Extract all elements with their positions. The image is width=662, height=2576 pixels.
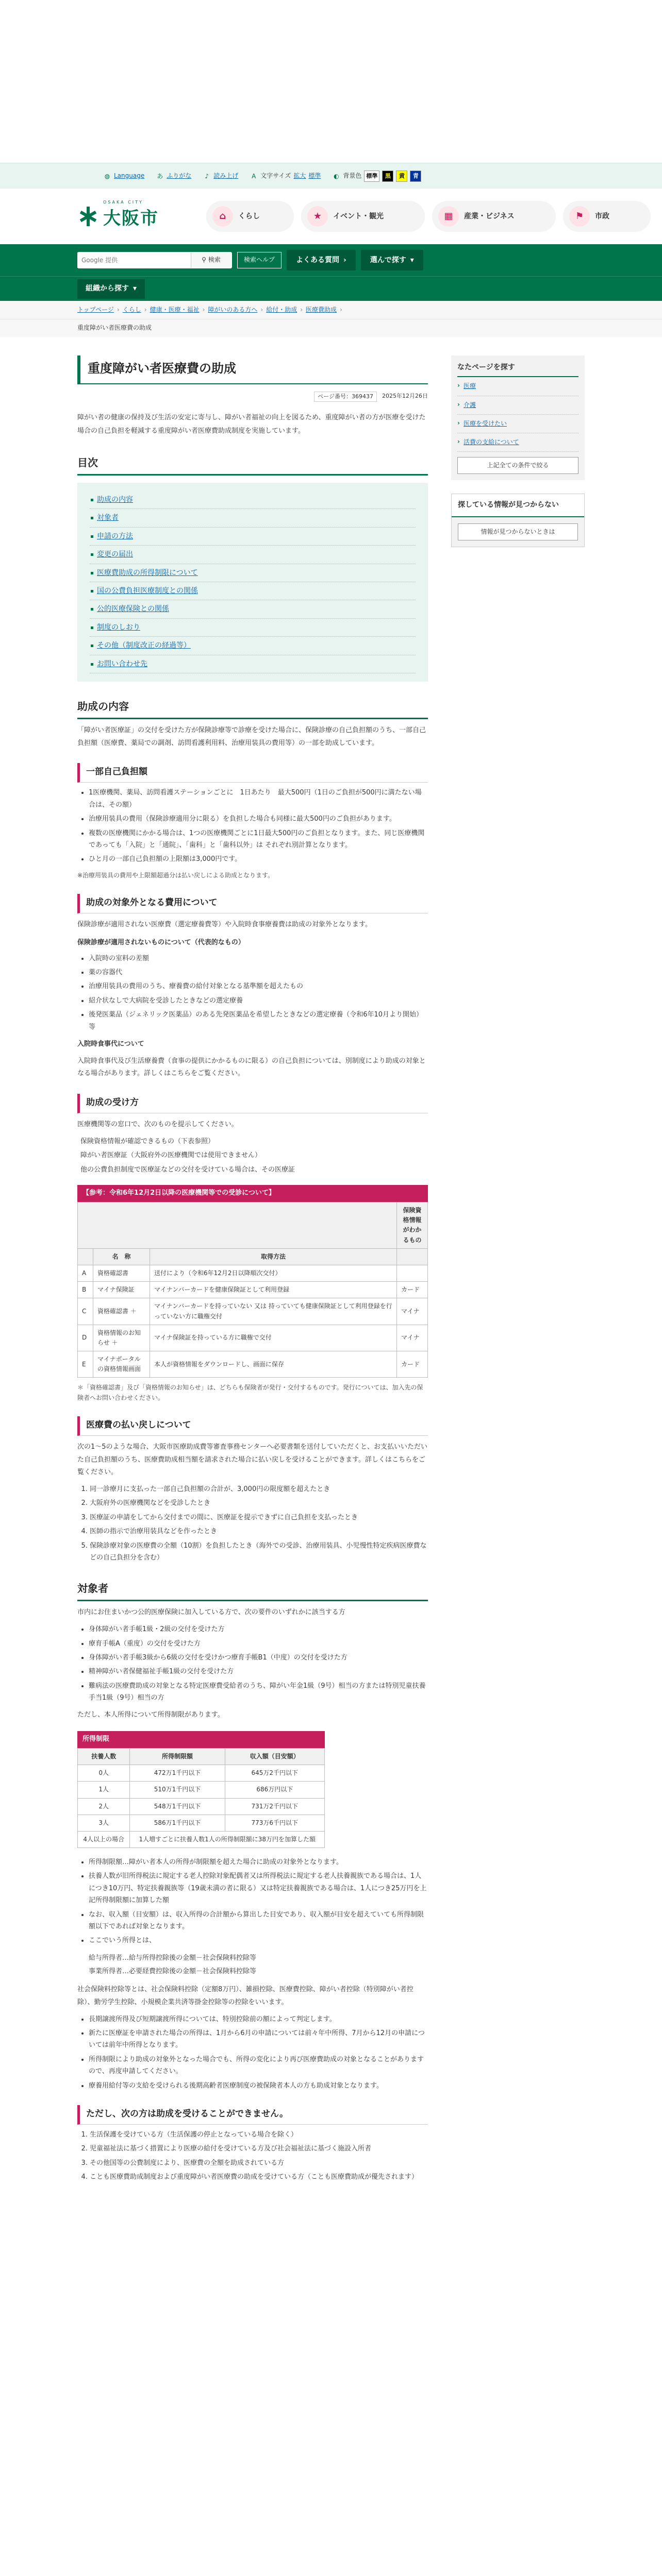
search-help-button[interactable]: 検索ヘルプ [237, 252, 282, 268]
furigana-icon: あ [157, 172, 163, 180]
list-item: • ひと月の一部自己負担額の上限額は3,000円です。 [89, 853, 428, 865]
list-item: • 薬の容器代 [89, 967, 428, 978]
table-cell: B [78, 1282, 93, 1298]
table-cell: D [78, 1325, 93, 1351]
org-bar [0, 276, 662, 301]
toc-item: お問い合わせ先 [90, 655, 416, 673]
table-header: 名 称 [93, 1248, 150, 1265]
toc-item: 助成の内容 [90, 491, 416, 509]
table-cell: 548万1千円以下 [130, 1798, 225, 1815]
bg-standard-button[interactable]: 標準 [364, 171, 379, 182]
list-item: 3. 医療証の申請をしてから交付までの間に、医療証を提示できずに自己負担を支払ったとき [90, 1512, 428, 1523]
table-caption: 所得制限 [77, 1731, 325, 1748]
list-item: 障がい者医療証（大阪府外の医療機関では使用できません） [80, 1151, 262, 1160]
list-item: • 所得制限額…障がい者本人の所得が制限額を超えた場合に助成の対象外となります。 [89, 1856, 428, 1868]
table-cell: 3人 [78, 1815, 130, 1831]
table-header: 所得制限額 [130, 1748, 225, 1765]
table-row [78, 1765, 325, 1782]
table-row [78, 1202, 428, 1249]
table-cell: 645万2千円以下 [225, 1765, 324, 1782]
toc-item: 対象者 [90, 509, 416, 527]
list-item: • 身体障がい者手帳3級から6級の交付を受けかつ療育手帳B1（中度）の交付を受けた方 [89, 1652, 428, 1664]
table-header: 保険資格情報がわかるもの [397, 1202, 428, 1249]
list-item: • 身体障がい者手帳1級・2級の交付を受けた方 [89, 1623, 428, 1635]
list-item: 5. 保険診療対象の医療費の全額（10割）を負担したとき（海外での受診、治療用装具、小児慢性特定疾病医療費などの自己負担分を含む） [90, 1540, 428, 1564]
furigana-link[interactable]: あ ふりがな [157, 172, 192, 180]
section-text: 社会保険料控除等とは、社会保険料控除（定額8万円）、雑損控除、医療費控除、障がい者控除（特別障がい者控除）、勤労学生控除、小規模企業共済等掛金控除等の控除をいいます。 [77, 1986, 413, 2006]
minor-heading: 入院時食事代について [77, 1040, 144, 1048]
search-box [77, 252, 232, 268]
table-cell: マイナンバーカードを健康保険証として利用登録 [150, 1282, 397, 1298]
toc-item: 申請の方法 [90, 528, 416, 546]
note-text: ※治療用装具の費用や上限額超過分は払い戻しによる助成となります。 [77, 871, 274, 879]
table-cell: 686万円以下 [225, 1782, 324, 1798]
list-item: 4. 医師の指示で治療用装具などを作ったとき [90, 1526, 428, 1537]
section-text: ただし、本人所得について所得制限があります。 [77, 1711, 224, 1719]
nav-event[interactable]: ★ イベント・観光 [301, 201, 425, 232]
toc-list [77, 483, 428, 682]
income-limit-table [77, 1748, 325, 1848]
related-pages-box [451, 355, 585, 480]
faq-button[interactable]: よくある質問 › [287, 250, 356, 270]
list-item: • 扶養人数が旧所得税法に規定する老人控除対象配偶者又は所得税法に規定する老人扶養親族である場合は、1人につき10万円、特定扶養親族等（19歳未満の者に限る）又は特定扶養親族である場合は、1人につき25万円を上記所得制限額に加算した額 [89, 1870, 428, 1906]
not-found-box [451, 494, 585, 547]
read-aloud-link[interactable]: ♪ 読み上げ [203, 171, 238, 181]
toc-item: 国の公費負担医療制度との関係 [90, 582, 416, 600]
list-item: • 入院時の室料の差額 [89, 953, 428, 964]
section-text: 給与所得者…給与所得控除後の金額－社会保険料控除等 [89, 1954, 257, 1962]
table-row [78, 1248, 428, 1265]
section-heading: 助成の内容 [77, 698, 428, 719]
table-cell: マイナンバーカードを持っていない 又は 持っていても健康保険証として利用登録を行っていない方に職権交付 [150, 1298, 397, 1325]
numbered-list [77, 1483, 428, 1564]
text-enlarge-button[interactable]: 拡大 [293, 172, 306, 179]
list-item: • 精神障がい者保健福祉手帳1級の交付を受けた方 [89, 1666, 428, 1677]
table-row [78, 1282, 428, 1298]
table-row [78, 1265, 428, 1281]
list-item: 1. 生活保護を受けている方（生活保護の停止となっている場合を除く） [90, 2129, 428, 2141]
bullet-list [77, 2013, 428, 2092]
sidebar-item: › 介護 [457, 396, 578, 415]
list-item: 他の公費負担制度で医療証などの交付を受けている場合は、その医療証 [80, 1165, 295, 1174]
sidebar-list [457, 377, 578, 452]
update-date: 2025年12月26日 [382, 393, 428, 400]
list-item: 1. 同一診療月に支払った一部自己負担額の合計が、3,000円の限度額を超えたとき [90, 1483, 428, 1495]
chevron-right-icon: › [343, 256, 346, 264]
table-cell: E [78, 1351, 93, 1378]
table-row [78, 1298, 428, 1325]
list-item: • 1医療機関、薬局、訪問看護ステーションごとに 1日あたり 最大500円（1日のご負担が500円に満たない場合は、その額） [89, 787, 428, 811]
table-row [78, 1748, 325, 1765]
list-item: 2. 大阪府外の医療機関などを受診したとき [90, 1497, 428, 1509]
table-cell: カード [397, 1351, 428, 1378]
section-text: 医療機関等の窓口で、次のものを提示してください。 [77, 1121, 238, 1129]
section-text: 「障がい者医療証」の交付を受けた方が保険診療等で診療を受けた場合に、保険診療の自己負担額のうち、一部自己負担額（医療費、薬局での調剤、訪問看護利用料、治療用装具の費用等）の一部を助成しています。 [77, 726, 426, 747]
table-cell: マイナ保険証を持っている方に職権で交付 [150, 1325, 397, 1351]
nav-shisei[interactable]: ⚑ 市政 [563, 201, 651, 232]
bullet-list [77, 1856, 428, 1947]
filter-all-button[interactable]: 上記全ての条件で絞る [457, 457, 578, 474]
org-search-button[interactable]: 組織から探す ▾ [77, 279, 145, 299]
sidebar-title: なたページを探す [457, 362, 578, 377]
list-item: • 難病法の医療費助成の対象となる特定医療費受給者のうち、障がい年金1級（9号）相当の方または特別児童扶養手当1級（9号）相当の方 [89, 1680, 428, 1704]
table-cell: マイナポータルの資格情報画面 [93, 1351, 150, 1378]
subsection-heading: 助成の対象外となる費用について [77, 894, 428, 913]
search-icon: ⚲ [202, 256, 206, 264]
not-found-button[interactable]: 情報が見つからないときは [458, 523, 578, 540]
language-link[interactable]: ◍ Language [103, 171, 144, 181]
globe-icon: ◍ [104, 172, 110, 180]
choose-search-button[interactable]: 選んで探す ▾ [361, 250, 423, 270]
table-header: 取得方法 [150, 1248, 397, 1265]
list-item: • 治療用装具の費用のうち、療養費の給付対象となる基準額を超えたもの [89, 980, 428, 992]
bg-color-control: ◐ 背景色 標準 黒 黄 青 [332, 171, 421, 182]
table-cell: 0人 [78, 1765, 130, 1782]
table-cell: A [78, 1265, 93, 1281]
list-item: 2. 児童福祉法に基づく措置により医療の給付を受けている方及び社会福祉法に基づく施設入所者 [90, 2143, 428, 2155]
section-heading: 対象者 [77, 1580, 428, 1601]
table-cell: マイナ保険証 [93, 1282, 150, 1298]
table-cell: マイナ [397, 1298, 428, 1325]
search-button[interactable]: ⚲ 検索 [191, 252, 231, 268]
chevron-down-icon: ▾ [133, 284, 137, 293]
list-item: • ここでいう所得とは、 [89, 1935, 428, 1946]
page-meta [77, 392, 428, 402]
minor-heading: 保険診療が適用されないものについて（代表的なもの） [77, 938, 245, 946]
breadcrumb: トップページ › くらし › 健康・医療・福祉 › 障がいのある方へ › 給付・助成 › 医療費助成 › [0, 301, 662, 319]
table-cell: カード [397, 1282, 428, 1298]
table-cell: 4人以上の場合 [78, 1831, 130, 1848]
sidebar-title: 探している情報が見つからない [452, 494, 584, 517]
flag-icon: ⚑ [569, 206, 590, 227]
utility-bar [0, 163, 662, 189]
bullet-list [77, 787, 428, 865]
section-text: 保険診療が適用されない医療費（選定療養費等）や入院時食事療養費は助成の対象外となります。 [77, 921, 372, 929]
search-input[interactable] [77, 252, 191, 268]
section-text: 次の1～5のような場合、大阪市医療助成費等審査事務センターへ必要書類を送付していただくと、お支払いいただいた自己負担額のうち、医療費助成相当額を請求された場合に払い戻しを受けることができます。詳しくはこちらをご覧ください。 [77, 1443, 428, 1477]
sidebar-item: › 医療を受けたい [457, 415, 578, 433]
table-caption: 【参考：令和6年12月2日以降の医療機関等での受診について】 [77, 1185, 428, 1202]
numbered-list [77, 2129, 428, 2183]
table-cell: 1人 [78, 1782, 130, 1798]
global-nav [206, 201, 651, 232]
toc-item: 医療費助成の所得制限について [90, 564, 416, 582]
section-text: 市内にお住まいかつ公的医療保険に加入している方で、次の要件のいずれかに該当する方 [77, 1608, 345, 1617]
table-cell: 472万1千円以下 [130, 1765, 225, 1782]
breadcrumb-item[interactable]: 障がいのある方へ [208, 306, 258, 313]
lead-text: 障がい者の健康の保持及び生活の安定に寄与し、障がい者福祉の向上を図るため、重度障がい者の方が医療を受けた場合の自己負担を軽減する重度障がい者医療費助成制度を実施しています。 [77, 413, 426, 435]
section-text: 入院時食事代及び生活療養費（食事の提供にかかるものに限る）の自己負担については、別制度により助成の対象となる場合があります。詳しくはこちらをご覧ください。 [77, 1057, 426, 1078]
table-cell: 資格確認書 [93, 1265, 150, 1281]
table-cell: 資格確認書 ＋ [93, 1298, 150, 1325]
table-row [78, 1831, 325, 1848]
note-text: ＊「資格確認書」及び「資格情報のお知らせ」は、どちらも保険者が発行・交付するものです。発行については、加入先の保険者へお問い合わせください。 [77, 1384, 423, 1401]
bullet-list [77, 953, 428, 1033]
toc-heading: 目次 [77, 454, 428, 476]
subsection-heading: 一部自己負担額 [77, 763, 428, 783]
list-item: • 紹介状なしで大病院を受診したときなどの選定療養 [89, 995, 428, 1007]
nav-business[interactable]: ▦ 産業・ビジネス [432, 201, 556, 232]
bg-yellow-button[interactable]: 黄 [396, 171, 407, 182]
toc-item: その他（制度改正の経過等） [90, 637, 416, 655]
sidebar [451, 355, 585, 547]
subsection-heading: 医療費の払い戻しについて [77, 1416, 428, 1436]
bg-blue-button[interactable]: 青 [410, 171, 421, 182]
table-row [78, 1325, 428, 1351]
table-cell: 1人増すごとに扶養人数1人の所得制限額に38万円を加算した額 [130, 1831, 325, 1848]
table-cell: 731万2千円以下 [225, 1798, 324, 1815]
table-cell: 586万1千円以下 [130, 1815, 225, 1831]
list-item: • 新たに医療証を申請された場合の所得は、1月から6月の申請については前々年中所得、7月から12月の申請については前年中所得となります。 [89, 2027, 428, 2052]
bg-black-button[interactable]: 黒 [382, 171, 393, 182]
table-row [78, 1351, 428, 1378]
nav-kurashi[interactable]: ⌂ くらし [206, 201, 294, 232]
list-item: • 治療用装具の費用（保険診療適用分に限る）を負担した場合も同様に最大500円のご負担があります。 [89, 813, 428, 825]
text-size-icon: A [252, 172, 256, 180]
text-size-control: A 文字サイズ 拡大 標準 [250, 171, 321, 181]
breadcrumb-item[interactable]: 給付・助成 [266, 306, 297, 313]
breadcrumb-item[interactable]: くらし [122, 306, 141, 313]
list-item: • なお、収入額（目安額）は、収入所得の合計額から算出した目安であり、収入額が目安を超えていても所得制限額以下であれば対象となります。 [89, 1909, 428, 1933]
table-header: 収入額（目安額） [225, 1748, 324, 1765]
main-content [77, 355, 428, 2183]
insurance-table [77, 1202, 428, 1378]
sidebar-item: › 活費の支給について [457, 433, 578, 452]
blank-top-area [0, 0, 662, 163]
table-cell: 510万1千円以下 [130, 1782, 225, 1798]
palette-icon: ◐ [334, 172, 339, 180]
site-header [0, 189, 662, 244]
star-icon: ★ [307, 206, 328, 227]
breadcrumb-item[interactable]: 医療費助成 [306, 306, 337, 313]
list-item: • 長期譲渡所得及び短期譲渡所得については、特別控除前の額によって判定します。 [89, 2013, 428, 2025]
search-bar [0, 244, 662, 276]
subsection-heading: 助成の受け方 [77, 1094, 428, 1113]
table-cell: C [78, 1298, 93, 1325]
sidebar-item: › 医療 [457, 377, 578, 396]
bullet-list [77, 1623, 428, 1704]
site-logo[interactable]: OSAKA CITY 大阪市 [77, 200, 206, 232]
table-header: 扶養人数 [78, 1748, 130, 1765]
list-item: • 複数の医療機関にかかる場合は、1つの医療機関ごとに1日最大500円のご負担となります。また、同じ医療機関であっても「入院」と「通院」、「歯科」と「歯科以外」は それぞれ別計算となります。 [89, 827, 428, 852]
breadcrumb-current: 重度障がい者医療費の助成 [0, 319, 662, 337]
bullet-list [77, 1136, 428, 1176]
breadcrumb-item[interactable]: 健康・医療・福祉 [150, 306, 200, 313]
list-item: 4. ことも医療費助成制度および重度障がい者医療費の助成を受けている方（ことも医療費助成が優先されます） [90, 2171, 428, 2183]
section-text: 事業所得者…必要経費控除後の金額－社会保険料控除等 [89, 1968, 257, 1976]
house-icon: ⌂ [212, 206, 233, 227]
toc-item: 変更の届出 [90, 546, 416, 564]
table-cell: 773万6千円以下 [225, 1815, 324, 1831]
table-cell: 2人 [78, 1798, 130, 1815]
table-row [78, 1815, 325, 1831]
list-item: 3. その他国等の公費制度により、医療費の全額を助成されている方 [90, 2157, 428, 2169]
table-cell [397, 1265, 428, 1281]
building-icon: ▦ [438, 206, 459, 227]
table-cell: マイナ [397, 1325, 428, 1351]
chevron-down-icon: ▾ [410, 256, 414, 264]
text-standard-button[interactable]: 標準 [308, 172, 321, 179]
list-item: • 療養用給付等の支給を受けられる後期高齢者医療制度の被保険者本人の方も助成対象となります。 [89, 2080, 428, 2092]
table-row [78, 1798, 325, 1815]
osaka-mark-icon [77, 206, 99, 227]
toc-item: 制度のしおり [90, 619, 416, 637]
table-cell: 本人が資格情報をダウンロードし、画面に保存 [150, 1351, 397, 1378]
page-id: ページ番号：369437 [314, 392, 377, 402]
speaker-icon: ♪ [205, 172, 209, 180]
breadcrumb-item[interactable]: トップページ [77, 306, 114, 313]
table-cell: 送付により（令和6年12月2日以降順次交付） [150, 1265, 397, 1281]
table-cell: 資格情報のお知らせ ＋ [93, 1325, 150, 1351]
subsection-heading: ただし、次の方は助成を受けることができません。 [77, 2105, 428, 2125]
toc-item: 公的医療保険との関係 [90, 600, 416, 618]
list-item: • 後発医薬品（ジェネリック医薬品）のある先発医薬品を希望したときなどの選定療養（令和6年10月より開始） 等 [89, 1009, 428, 1033]
page-title: 重度障がい者医療費の助成 [77, 355, 428, 384]
list-item: • 療育手帳A（重度）の交付を受けた方 [89, 1638, 428, 1650]
list-item: 保険資格情報が確認できるもの（下表参照） [80, 1138, 215, 1146]
list-item: • 所得制限により助成の対象外となった場合でも、所得の変化により再び医療費助成の対象となることがありますので、再度申請してください。 [89, 2054, 428, 2078]
table-row [78, 1782, 325, 1798]
